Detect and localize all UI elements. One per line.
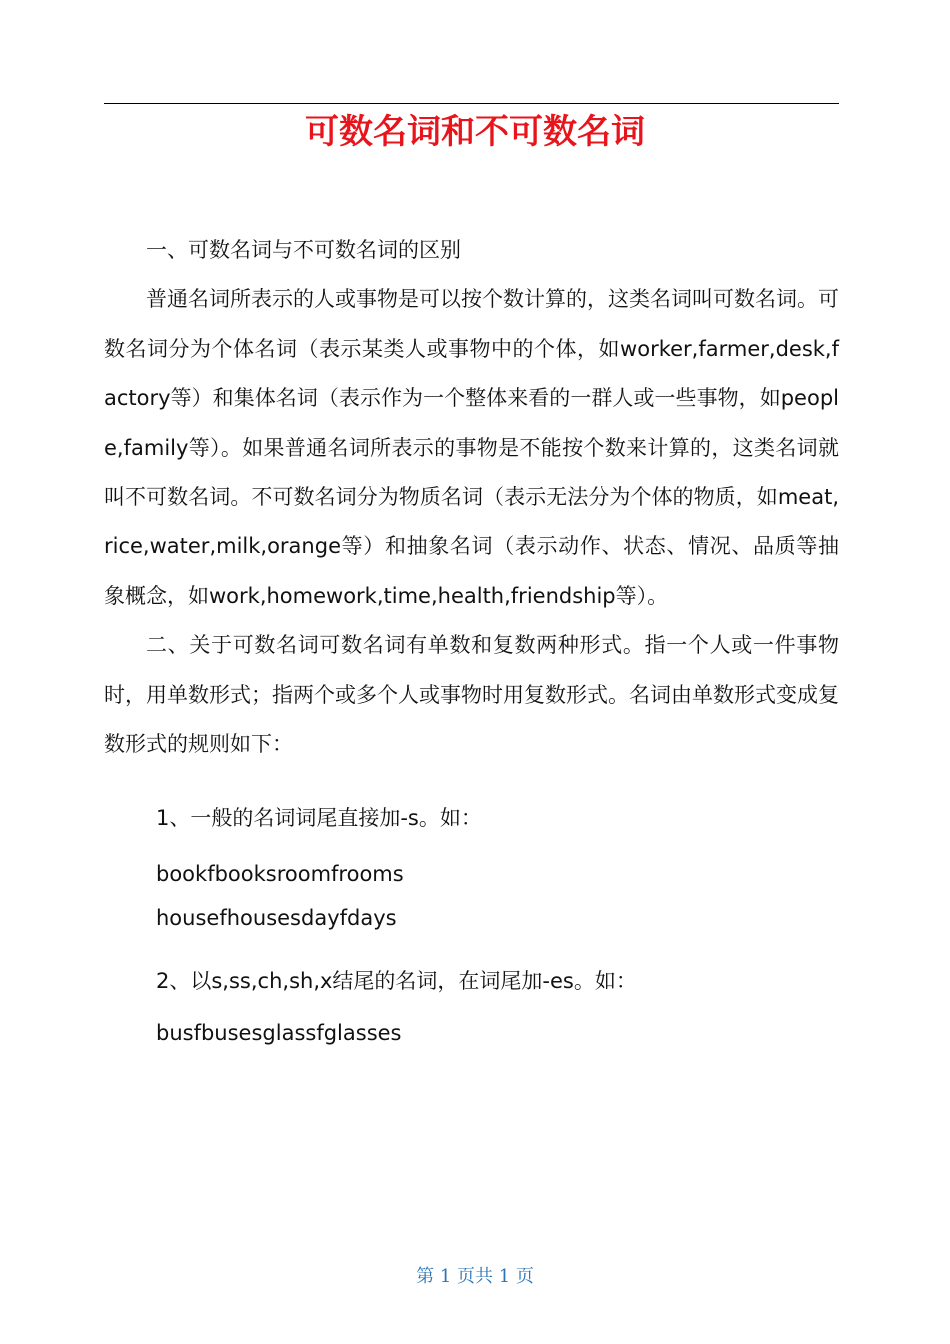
rule-2-example-1: busfbusesglassfglasses	[156, 1021, 402, 1046]
section2-body: 二、关于可数名词可数名词有单数和复数两种形式。指一个人或一件事物时，用单数形式；指两个或多个人或事物时用复数形式。名词由单数形式变成复数形式的规则如下：	[104, 633, 839, 757]
rule-1-heading: 1、一般的名词词尾直接加-s。如：	[156, 806, 482, 831]
rule-1-example-1: bookfbooksroomfrooms	[156, 862, 404, 887]
header-rule	[104, 103, 839, 104]
section1-heading: 一、可数名词与不可数名词的区别	[146, 238, 461, 262]
rule-2	[104, 966, 839, 1048]
document-title: 可数名词和不可数名词	[305, 112, 645, 152]
rule-1-example-2: housefhousesdayfdays	[156, 906, 397, 931]
section1-body: 普通名词所表示的人或事物是可以按个数计算的，这类名词叫可数名词。可数名词分为个体名词（表示某类人或事物中的个体，如worker,farmer,desk,factory等）和集体名词（表示作为一个整体来看的一群人或一些事物，如people,family等）。如果普通名词所表示的事物是不能按个数来计算的，这类名词就叫不可数名词。不可数名词分为物质名词（表示无法分为个体的物质，如meat,rice,water,milk,orange等）和抽象名词（表示动作、状态、情况、品质等抽象概念，如work,homework,time,health,friendship等）。	[104, 287, 839, 608]
rule-2-heading: 2、以s,ss,ch,sh,x结尾的名词，在词尾加-es。如：	[156, 969, 637, 994]
page-number: 第 1 页共 1 页	[416, 1266, 534, 1287]
rule-1	[104, 803, 839, 933]
document-body	[104, 226, 839, 1048]
